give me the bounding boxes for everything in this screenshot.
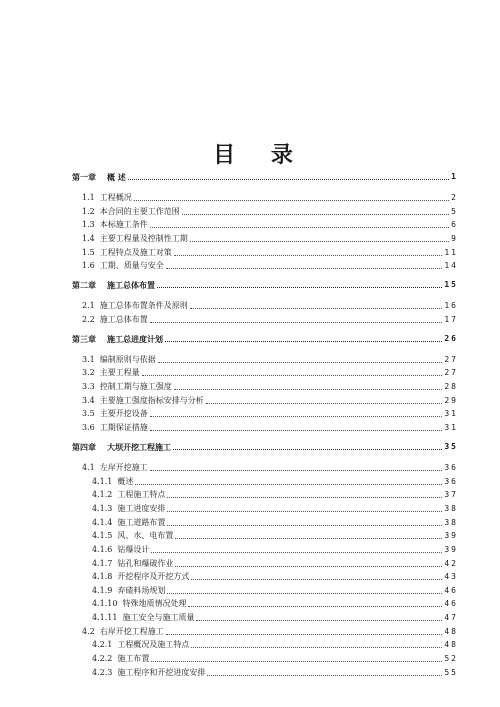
toc-entry-label [82, 261, 164, 271]
toc-page-number: 26 [444, 333, 458, 343]
toc-entry-number: 第三章 [72, 333, 96, 344]
toc-chapter-entry[interactable] [72, 332, 458, 344]
toc-entry-text: 大坝开挖工程施工 [107, 442, 171, 453]
toc-entry-number: 3.2 [82, 368, 95, 378]
toc-entry-number: 4.1.2 [92, 490, 113, 500]
toc-entry-text: 施工总体布置 [107, 280, 155, 291]
toc-entry-label [82, 396, 204, 406]
toc-entry-number: 3.6 [82, 423, 95, 433]
toc-entry-text: 主要施工强度指标安排与分析 [99, 395, 204, 405]
toc-entry-number: 2.2 [82, 314, 95, 324]
dot-leader [150, 415, 443, 417]
toc-entry-number: 4.1.3 [92, 503, 113, 513]
toc-entry[interactable] [72, 625, 458, 637]
dot-leader [188, 605, 442, 607]
dot-leader [174, 388, 443, 390]
toc-entry-text: 施工安全与施工质量 [122, 613, 195, 623]
toc-entry[interactable] [72, 516, 458, 528]
toc-page-number: 46 [444, 585, 458, 595]
toc-entry-label [82, 423, 148, 433]
toc-entry-label [82, 248, 172, 258]
toc-page-number: 31 [444, 409, 458, 419]
toc-entry-label [92, 668, 205, 678]
toc-entry-number: 4.2 [82, 626, 95, 636]
toc-page-number: 36 [444, 476, 458, 486]
toc-entry-text: 开挖程序及开挖方式 [117, 572, 190, 582]
dot-leader [150, 321, 443, 323]
toc-chapter-entry[interactable] [72, 278, 458, 290]
toc-page-number: 27 [444, 368, 458, 378]
dot-leader [166, 267, 443, 269]
toc-entry-number: 3.4 [82, 395, 95, 405]
dot-leader [158, 361, 443, 363]
toc-entry-number: 1.2 [82, 206, 95, 216]
toc-entry[interactable] [72, 570, 458, 582]
toc-entry-label [92, 599, 186, 609]
toc-entry-number: 第一章 [72, 172, 96, 182]
toc-entry-label [72, 334, 163, 344]
toc-entry-text: 工程施工特点 [117, 490, 166, 500]
toc-entry-label [72, 172, 126, 182]
toc-entry-label [82, 207, 180, 217]
toc-entry-text: 概述 [117, 476, 134, 486]
toc-entry-number: 4.1.7 [92, 558, 113, 568]
toc-entry-text: 编制原则与依据 [99, 354, 156, 364]
toc-entry[interactable] [72, 652, 458, 664]
toc-page-number: 1 [451, 172, 458, 181]
toc-entry[interactable] [72, 557, 458, 569]
toc-page-number: 43 [444, 572, 458, 582]
toc-entry-text: 施工布置 [117, 654, 150, 664]
toc-entry-label [82, 368, 140, 378]
toc-entry-label [92, 640, 189, 650]
toc-entry[interactable] [72, 597, 458, 609]
toc-entry-label [92, 504, 165, 514]
toc-entry-text: 工期保证措施 [99, 423, 148, 433]
toc-page-number: 15 [444, 280, 458, 290]
toc-page-number: 36 [444, 463, 458, 473]
toc-entry-number: 4.2.3 [92, 667, 113, 677]
toc-entry-number: 4.1.4 [92, 517, 113, 527]
toc-entry-number: 4.1.9 [92, 585, 113, 595]
dot-leader [135, 483, 442, 485]
toc-entry[interactable] [72, 232, 458, 244]
toc-entry-text: 本合同的主要工作范围 [99, 206, 180, 216]
toc-entry-number: 4.1.10 [92, 599, 118, 609]
toc-entry-label [92, 531, 173, 541]
toc-entry[interactable] [72, 313, 458, 325]
toc-entry-text: 工程概况及施工特点 [117, 640, 190, 650]
toc-entry-number: 1.3 [82, 220, 95, 230]
toc-entry-label [92, 559, 173, 569]
toc-page-number: 42 [444, 558, 458, 568]
toc-page-number: 47 [444, 613, 458, 623]
toc-entry-label [82, 463, 148, 473]
toc-entry-label [92, 654, 149, 664]
toc-page-number: 31 [444, 423, 458, 433]
toc-entry-number: 4.2.2 [92, 654, 113, 664]
dot-leader [134, 199, 449, 201]
toc-entry-number: 4.1.5 [92, 531, 113, 541]
toc-entry-label [82, 315, 148, 325]
toc-page-number: 52 [444, 654, 458, 664]
toc-entry-text: 施工程序和开挖进度安排 [117, 667, 206, 677]
toc-entry-number: 1.5 [82, 247, 95, 257]
toc-entry-text: 工程特点及施工对策 [99, 247, 172, 257]
toc-entry-text: 工程概况 [99, 193, 132, 202]
toc-entry[interactable] [72, 366, 458, 378]
toc-page-number: 39 [444, 531, 458, 541]
toc-page-number: 9 [451, 233, 458, 243]
toc-entry[interactable] [72, 488, 458, 500]
toc-page-number: 28 [444, 382, 458, 392]
toc-entry[interactable] [72, 421, 458, 433]
toc-chapter-entry[interactable] [72, 440, 458, 452]
table-of-contents [72, 170, 458, 679]
dot-leader [175, 537, 442, 539]
toc-entry-number: 4.1.11 [92, 613, 118, 623]
toc-entry[interactable] [72, 259, 458, 271]
toc-entry[interactable] [72, 394, 458, 406]
dot-leader [142, 374, 443, 376]
toc-entry-label [82, 382, 172, 392]
toc-entry-number: 4.1.1 [92, 476, 113, 486]
toc-title: 目 录 [213, 142, 307, 168]
toc-entry-number: 4.1.6 [92, 544, 113, 554]
dot-leader [167, 592, 442, 594]
toc-entry-label [92, 545, 149, 555]
dot-leader [191, 646, 442, 648]
toc-entry-label [82, 193, 132, 203]
toc-page-number: 37 [444, 490, 458, 500]
toc-entry[interactable] [72, 502, 458, 514]
toc-entry-text: 主要工程量 [99, 368, 140, 378]
toc-entry-number: 2.1 [82, 301, 95, 311]
toc-entry-text: 施工道路布置 [117, 517, 166, 527]
toc-entry-number: 4.1.8 [92, 572, 113, 582]
toc-entry[interactable] [72, 218, 458, 230]
toc-entry-text: 钻孔和爆破作业 [117, 558, 174, 568]
dot-leader [150, 469, 443, 471]
toc-entry-label [92, 572, 189, 582]
toc-entry-text: 施工进度安排 [117, 503, 166, 513]
toc-entry[interactable] [72, 353, 458, 365]
toc-entry[interactable] [72, 529, 458, 541]
dot-leader [207, 674, 442, 676]
toc-entry-number: 3.3 [82, 382, 95, 392]
dot-leader [157, 286, 442, 288]
toc-entry-number: 3.5 [82, 409, 95, 419]
toc-page-number: 46 [444, 599, 458, 609]
toc-entry-text: 右岸开挖工程施工 [99, 626, 164, 636]
toc-page-number: 14 [444, 261, 458, 271]
toc-entry-text: 主要工程量及控制性工期 [99, 233, 188, 243]
toc-page-number: 38 [444, 517, 458, 527]
toc-entry-label [92, 586, 165, 596]
toc-entry-text: 概 述 [107, 172, 126, 182]
toc-entry-label [92, 613, 194, 623]
toc-entry[interactable] [72, 475, 458, 487]
toc-entry-text: 特殊地质情况处理 [122, 599, 187, 609]
toc-entry-label [92, 490, 165, 500]
toc-entry[interactable] [72, 666, 458, 678]
toc-entry[interactable] [72, 191, 458, 203]
dot-leader [182, 213, 449, 215]
toc-entry-text: 控制工期与施工强度 [99, 382, 172, 392]
toc-page-number: 6 [451, 220, 458, 230]
toc-entry-label [82, 409, 148, 419]
toc-page-number: 16 [444, 301, 458, 311]
toc-entry-label [92, 477, 133, 487]
dot-leader [150, 226, 449, 228]
dot-leader [190, 307, 443, 309]
toc-entry[interactable] [72, 584, 458, 596]
toc-entry-text: 施工总进度计划 [107, 333, 163, 344]
toc-entry-text: 工期、质量与安全 [99, 261, 164, 271]
toc-page-number: 35 [444, 442, 458, 452]
toc-page-number: 39 [444, 544, 458, 554]
toc-entry[interactable] [72, 461, 458, 473]
toc-page-number: 38 [444, 503, 458, 513]
toc-page-number: 17 [444, 314, 458, 324]
dot-leader [165, 340, 442, 342]
dot-leader [128, 178, 449, 180]
dot-leader [167, 510, 442, 512]
toc-entry-number: 4.1 [82, 463, 95, 473]
toc-chapter-entry[interactable] [72, 170, 458, 182]
toc-entry-number: 第二章 [72, 280, 96, 291]
toc-entry-label [82, 355, 156, 365]
toc-entry-label [82, 220, 148, 230]
dot-leader [190, 240, 449, 242]
dot-leader [167, 496, 442, 498]
dot-leader [173, 448, 442, 450]
toc-entry[interactable] [72, 543, 458, 555]
toc-entry-number: 1.4 [82, 233, 95, 243]
toc-entry-number: 第四章 [72, 442, 96, 453]
toc-entry-number: 3.1 [82, 354, 95, 364]
toc-page-number: 48 [444, 640, 458, 650]
dot-leader [196, 619, 442, 621]
toc-entry[interactable] [72, 246, 458, 258]
dot-leader [174, 254, 443, 256]
toc-entry-text: 左岸开挖施工 [99, 463, 148, 473]
toc-entry-label [72, 442, 171, 452]
dot-leader [166, 633, 443, 635]
toc-page-number: 48 [444, 626, 458, 636]
toc-page-number: 55 [444, 667, 458, 677]
toc-entry-text: 本标施工条件 [99, 220, 148, 230]
toc-page-number: 27 [444, 354, 458, 364]
dot-leader [150, 429, 443, 431]
toc-entry-number: 4.2.1 [92, 640, 113, 650]
toc-page-number: 29 [444, 395, 458, 405]
toc-entry-label [82, 627, 164, 637]
toc-entry-label [82, 301, 188, 311]
dot-leader [206, 402, 443, 404]
toc-page-number: 5 [451, 206, 458, 216]
toc-entry[interactable] [72, 205, 458, 217]
toc-entry-text: 施工总体布置条件及原则 [99, 301, 188, 311]
toc-entry-number: 1.6 [82, 261, 95, 271]
toc-entry-text: 施工总体布置 [99, 314, 148, 324]
toc-entry[interactable] [72, 611, 458, 623]
toc-entry-label [82, 234, 188, 244]
dot-leader [151, 551, 442, 553]
toc-entry-text: 风、水、电布置 [117, 531, 174, 541]
toc-entry-text: 主要开挖设备 [99, 409, 148, 419]
toc-entry[interactable] [72, 638, 458, 650]
dot-leader [175, 565, 442, 567]
toc-entry-text: 钻爆设计 [117, 544, 150, 554]
toc-entry[interactable] [72, 407, 458, 419]
dot-leader [191, 578, 442, 580]
toc-page-number: 2 [451, 193, 458, 202]
dot-leader [167, 524, 442, 526]
toc-entry-label [92, 518, 165, 528]
toc-entry[interactable] [72, 299, 458, 311]
toc-entry-number: 1.1 [82, 193, 95, 202]
toc-page-number: 11 [444, 247, 458, 257]
toc-entry-label [72, 280, 155, 290]
toc-entry[interactable] [72, 380, 458, 392]
toc-entry-text: 弃碴料场规划 [117, 585, 166, 595]
dot-leader [151, 660, 442, 662]
